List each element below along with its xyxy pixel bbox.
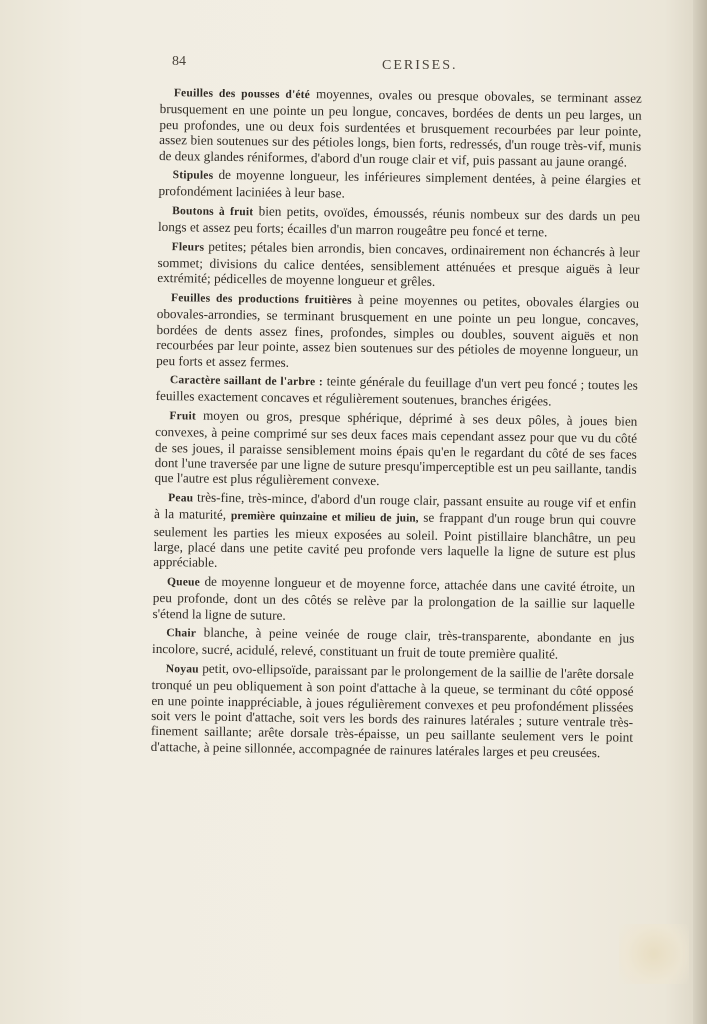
paragraph-caractere xyxy=(156,371,638,411)
body-text xyxy=(151,84,642,764)
paragraph-lead: Queue xyxy=(166,575,201,589)
page-number: 84 xyxy=(172,54,186,69)
paragraph-text: de moyenne longueur et de moyenne force, attachée dans une cavité étroite, un peu profonde, dont un des côtés se relève par la prolongation de la saillie sur laquelle s'étend la ligne de suture. xyxy=(152,573,636,623)
paragraph-fleurs xyxy=(157,238,640,293)
paragraph-text: moyen ou gros, presque sphérique, déprimé à ses deux pôles, à joues bien convexes, à peine comprimé sur ses deux faces mais cependant assez pour que vu du côté de ses joues, il paraisse sensiblement moins épais qu'en le regardant du côté de ses faces dont l'une traversée par une ligne de suture presqu'imperceptible est un peu saillante, tandis que l'autre est plus régulièrement convexe. xyxy=(154,407,638,489)
paragraph-stipules xyxy=(158,166,640,206)
paragraph-lead: Boutons à fruit xyxy=(172,205,254,219)
paragraph-feuilles-productions xyxy=(156,289,639,375)
paragraph-fruit xyxy=(154,407,637,493)
paragraph-text: blanche, à peine veinée de rouge clair, très-transparente, abondante en jus incolore, sucré, acidulé, relevé, constituant un fruit de toute première qualité. xyxy=(152,624,635,663)
paragraph-lead: Stipules xyxy=(172,169,214,182)
paragraph-text: de moyenne longueur, les inférieures simplement dentées, à peine élargies et profondément laciniées à leur base. xyxy=(158,166,641,202)
paragraph-lead: Feuilles des pousses d'été xyxy=(173,87,311,102)
paragraph-text: se frappant d'un rouge brun qui couvre seulement les parties les mieux exposées au soleil. Point pistillaire blanchâtre, un peu large, placé dans une petite cavité peu profonde vers laquelle la ligne de suture est plus appréciable. xyxy=(153,509,637,571)
paragraph-feuilles-pousses xyxy=(159,84,642,170)
paragraph-queue xyxy=(153,573,636,628)
paragraph-text: bien petits, ovoïdes, émoussés, réunis nombeux sur des dards un peu longs et assez peu forts; écailles d'un marron rougeâtre peu foncé et terne. xyxy=(157,203,641,240)
paragraph-lead: Fruit xyxy=(169,409,197,423)
paragraph-lead: Chair xyxy=(166,627,197,640)
paragraph-noyau xyxy=(151,660,634,761)
paragraph-lead: Caractère saillant de l'arbre : xyxy=(169,374,324,389)
paragraph-text: petit, ovo-ellipsoïde, paraissant par le prolongement de la saillie de l'arête dorsale tronqué un peu obliquement à son point d'attache à la queue, se terminant du côté opposé en une pointe inappréciable, à joues régulièrement convexes et peu profondément plissées soit vers le point d'attache, soit vers les bords des rainures latérales ; suture ventrale très-finement saillante; arête dorsale très-épaisse, un peu saillante seulement vers le point d'attache, à peine sillonnée, accompagnée de rainures latérales larges et peu creusées. xyxy=(150,660,634,761)
page-edge xyxy=(693,0,707,1024)
paragraph-peau xyxy=(153,489,636,577)
paragraph-text: moyennes, ovales ou presque obovales, se terminant assez brusquement en une pointe un peu longue, concaves, bordées de dents un peu larges, un peu profondes, une ou deux fois surdentées et brusquement recourbées par leur pointe, assez bien soutenues sur des pétioles longs, bien forts, redressés, d'un rouge très-vif, munis de deux glandes réniformes, d'abord d'un rouge clair et vif, puis passant au jaune orangé. xyxy=(158,86,642,170)
paragraph-text-before: très-fine, très-mince, d'abord d'un rouge clair, passant ensuite au rouge vif et enfin à la maturité, xyxy=(153,489,637,523)
page-header xyxy=(172,54,642,78)
paragraph-lead: Peau xyxy=(168,491,194,505)
paragraph-text: teinte générale du feuillage d'un vert peu foncé ; toutes les feuilles exactement concaves et régulièrement soutenues, branches érigées. xyxy=(155,373,638,409)
paragraph-boutons xyxy=(158,202,640,242)
paragraph-lead: Feuilles des productions fruitières xyxy=(170,292,353,307)
paragraph-text: à peine moyennes ou petites, obovales élargies ou obovales-arrondies, se terminant brusquement en une pointe un peu longue, concaves, bordées de dents assez fines, profondes, simples ou doubles, souvent aiguës et non recourbées par leur pointe, assez bien soutenues sur des pétioles de moyenne longueur, un peu forts et assez fermes. xyxy=(156,291,640,370)
paper-stain xyxy=(619,924,689,984)
running-title: CERISES. xyxy=(382,58,458,73)
paragraph-lead: Noyau xyxy=(165,662,199,676)
paragraph-text: petites; pétales bien arrondis, bien concaves, ordinairement non échancrés à leur sommet; divisions du calice dentées, sensiblement atténuées et presque aiguës à leur extrémité; pédicelles de moyenne longueur et grêles. xyxy=(157,238,640,290)
paragraph-lead: Fleurs xyxy=(171,240,205,254)
paragraph-chair xyxy=(152,624,634,664)
ripening-period: première quinzaine et milieu de juin, xyxy=(230,510,419,525)
